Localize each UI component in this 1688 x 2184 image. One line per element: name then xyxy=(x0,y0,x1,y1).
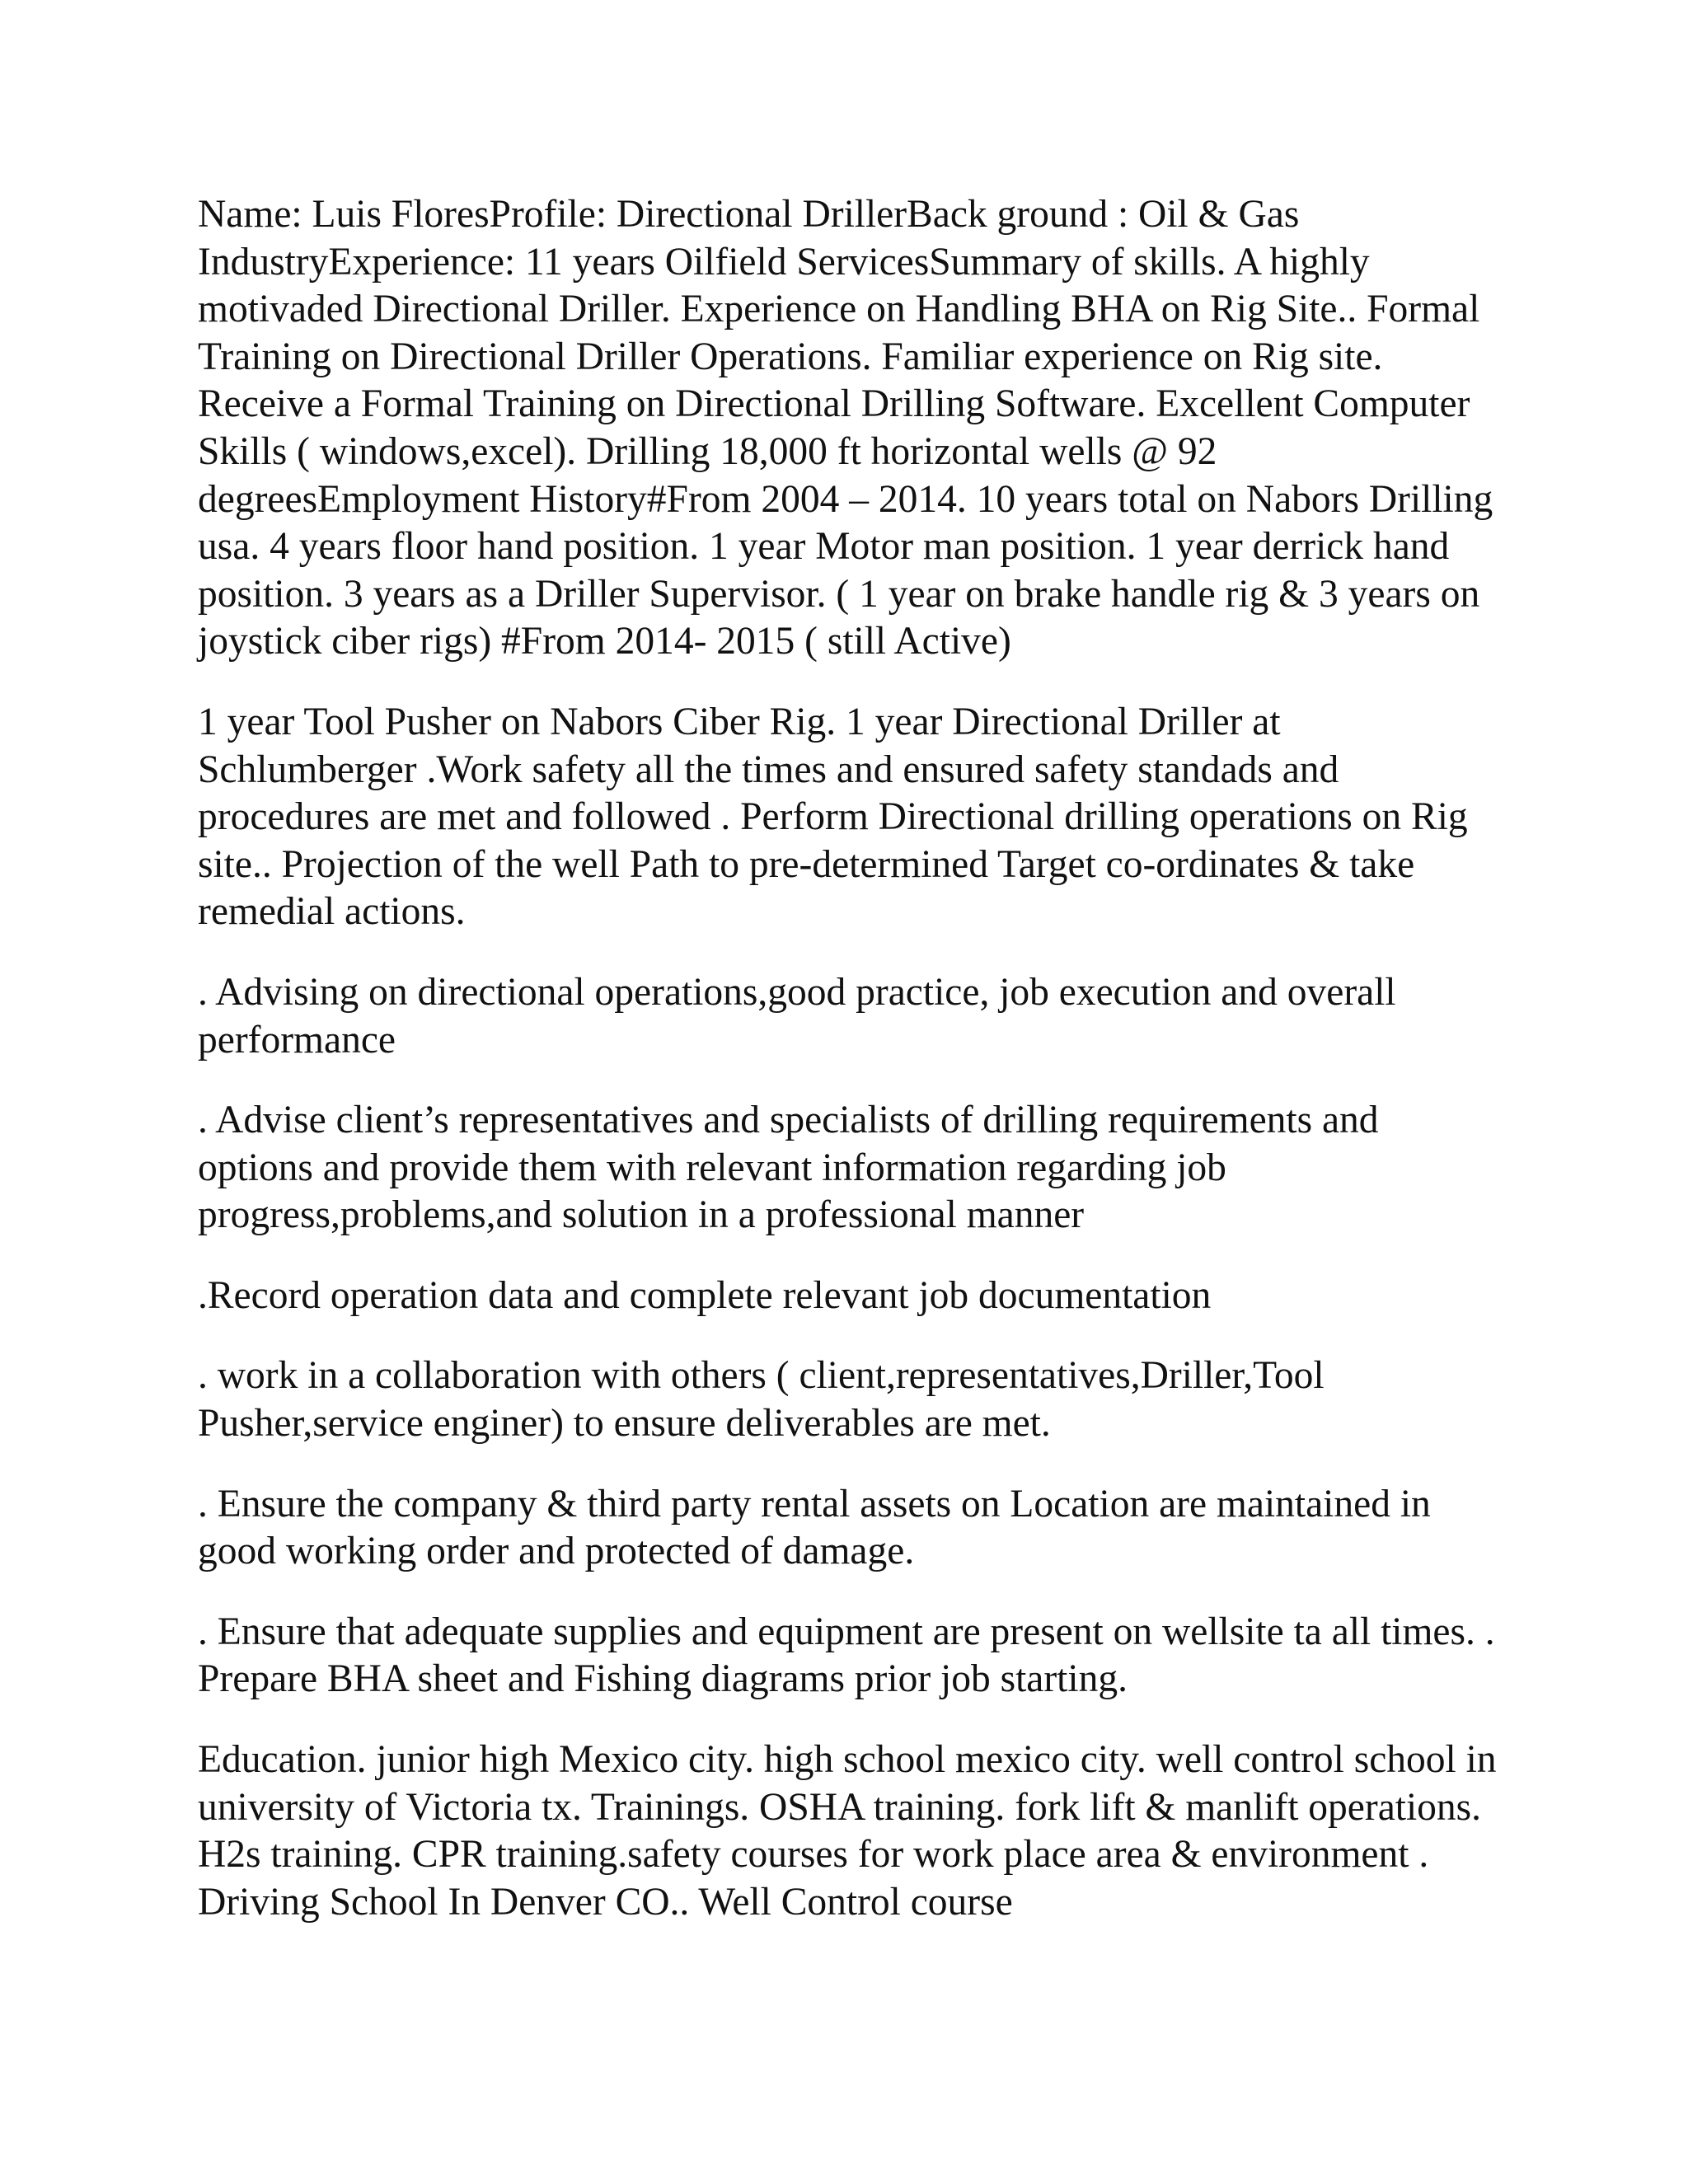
profile-paragraph: Name: Luis FloresProfile: Directional DrillerBack ground : Oil & Gas IndustryExperience: 11 years Oilfield ServicesSummary of skills. A highly motivaded Directional Driller. Experience on Handling BHA on Rig Site.. Formal Training on Directional Driller Operations. Familiar experience on Rig site. Receive a Formal Training on Directional Drilling Software. Excellent Computer Skills ( windows,excel). Drilling 18,000 ft horizontal wells @ 92 degreesEmployment History#From 2004 – 2014. 10 years total on Nabors Drilling usa. 4 years floor hand position. 1 year Motor man position. 1 year derrick hand position. 3 years as a Driller Supervisor. ( 1 year on brake handle rig & 3 years on joystick ciber rigs) #From 2014- 2015 ( still Active) xyxy=(198,193,1493,663)
duty-collaboration-paragraph: . work in a collaboration with others ( client,representatives,Driller,Tool Pusher,service enginer) to ensure deliverables are met. xyxy=(198,1354,1325,1446)
duty-advise-client-paragraph: . Advise client’s representatives and specialists of drilling requirements and options and provide them with relevant information regarding job progress,problems,and solution in a professional manner xyxy=(198,1099,1379,1237)
education-paragraph: Education. junior high Mexico city. high school mexico city. well control school in university of Victoria tx. Trainings. OSHA training. fork lift & manlift operations. H2s training. CPR training.safety courses for work place area & environment . Driving School In Denver CO.. Well Control course xyxy=(198,1738,1497,1924)
duty-advising-paragraph: . Advising on directional operations,good practice, job execution and overall performance xyxy=(198,970,1396,1062)
duty-record-paragraph: .Record operation data and complete relevant job documentation xyxy=(198,1273,1212,1317)
resume-body xyxy=(198,191,1500,1959)
duty-supplies-paragraph: . Ensure that adequate supplies and equipment are present on wellsite ta all times. . Prepare BHA sheet and Fishing diagrams prior job starting. xyxy=(198,1610,1495,1701)
experience-paragraph: 1 year Tool Pusher on Nabors Ciber Rig. 1 year Directional Driller at Schlumberger .Work safety all the times and ensured safety standads and procedures are met and followed . Perform Directional drilling operations on Rig site.. Projection of the well Path to pre-determined Target co-ordinates & take remedial actions. xyxy=(198,700,1468,934)
duty-assets-paragraph: . Ensure the company & third party rental assets on Location are maintained in good working order and protected of damage. xyxy=(198,1482,1431,1573)
